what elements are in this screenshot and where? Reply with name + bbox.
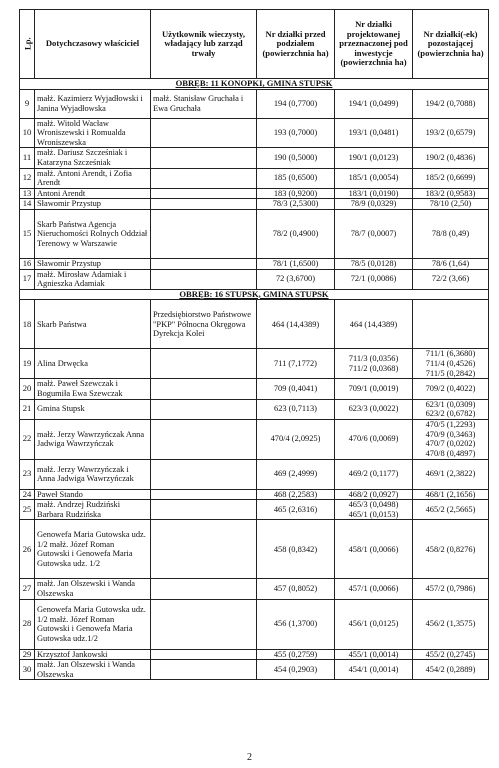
user-cell xyxy=(151,379,257,399)
owner-cell: małż. Jerzy Wawrzyńczak i Anna Jadwiga Wawrzyńczak xyxy=(35,459,151,489)
owner-cell: małż. Kazimierz Wyjadłowski i Janina Wyjadłowska xyxy=(35,89,151,118)
plot-investment-cell xyxy=(335,118,413,148)
plot-remaining-cell xyxy=(413,199,489,210)
plot-investment-value: 468/2 (0,0927) xyxy=(348,489,399,499)
user-cell xyxy=(151,520,257,579)
plot-investment-cell xyxy=(335,399,413,419)
plot-investment-value: 458/1 (0,0066) xyxy=(348,544,399,554)
row-number: 18 xyxy=(20,300,35,349)
plot-remaining-cell xyxy=(413,649,489,660)
plot-before-cell: 457 (0,8052) xyxy=(257,579,335,599)
header-plot-remaining: Nr działki(-ek) pozostającej (powierzchnia ha) xyxy=(413,10,489,79)
user-cell xyxy=(151,399,257,419)
table-row xyxy=(20,349,489,379)
row-number: 11 xyxy=(20,148,35,168)
plot-before-cell: 711 (7,1772) xyxy=(257,349,335,379)
section-header-row xyxy=(20,289,489,300)
plot-remaining-value: 623/1 (0,0309) xyxy=(425,399,476,409)
user-cell xyxy=(151,579,257,599)
row-number: 13 xyxy=(20,188,35,199)
plot-investment-cell xyxy=(335,660,413,680)
row-number: 29 xyxy=(20,649,35,660)
owner-cell: małż. Jan Olszewski i Wanda Olszewska xyxy=(35,579,151,599)
plot-before-cell: 78/2 (0,4900) xyxy=(257,209,335,258)
plot-investment-value: 455/1 (0,0014) xyxy=(348,649,399,659)
user-cell xyxy=(151,349,257,379)
user-cell xyxy=(151,188,257,199)
table-row xyxy=(20,660,489,680)
plot-investment-cell xyxy=(335,500,413,520)
plot-investment-cell xyxy=(335,520,413,579)
plot-investment-value: 711/2 (0,0368) xyxy=(348,363,399,373)
row-number: 9 xyxy=(20,89,35,118)
plot-investment-cell xyxy=(335,209,413,258)
plot-investment-cell xyxy=(335,489,413,500)
plot-remaining-cell xyxy=(413,579,489,599)
table-row xyxy=(20,209,489,258)
header-owner: Dotychczasowy właściciel xyxy=(35,10,151,79)
plot-before-cell: 190 (0,5000) xyxy=(257,148,335,168)
plot-before-cell: 78/3 (2,5300) xyxy=(257,199,335,210)
plot-remaining-value: 469/1 (2,3822) xyxy=(425,469,476,479)
user-cell xyxy=(151,419,257,459)
owner-cell: Sławomir Przystup xyxy=(35,199,151,210)
plot-before-cell: 468 (2,2583) xyxy=(257,489,335,500)
plot-before-cell: 185 (0,6500) xyxy=(257,168,335,188)
row-number: 25 xyxy=(20,500,35,520)
plot-investment-value: 470/6 (0,0069) xyxy=(348,434,399,444)
table-row xyxy=(20,579,489,599)
plot-remaining-cell xyxy=(413,209,489,258)
plot-remaining-value: 470/8 (0,4897) xyxy=(425,448,476,458)
header-plot-investment: Nr działki projektowanej przeznaczonej pod inwestycje (powierzchnia ha) xyxy=(335,10,413,79)
plot-remaining-cell xyxy=(413,459,489,489)
user-cell xyxy=(151,500,257,520)
table-row xyxy=(20,459,489,489)
plot-before-cell: 465 (2,6316) xyxy=(257,500,335,520)
user-cell xyxy=(151,459,257,489)
plot-investment-value: 456/1 (0,0125) xyxy=(348,619,399,629)
plot-remaining-cell xyxy=(413,379,489,399)
owner-cell: Skarb Państwa xyxy=(35,300,151,349)
plot-investment-value: 469/2 (0,1177) xyxy=(348,469,399,479)
plot-before-cell: 470/4 (2,0925) xyxy=(257,419,335,459)
plot-remaining-value: 623/2 (0,6782) xyxy=(425,409,476,419)
user-cell xyxy=(151,489,257,500)
table-row xyxy=(20,520,489,579)
plot-investment-value: 72/1 (0,0086) xyxy=(350,274,397,284)
plot-investment-value: 78/7 (0,0007) xyxy=(350,229,397,239)
plot-before-cell: 183 (0,9200) xyxy=(257,188,335,199)
owner-cell: Genowefa Maria Gutowska udz. 1/2 małż. Józef Roman Gutowski i Genowefa Maria Gutowska udz. 1/2 xyxy=(35,520,151,579)
row-number: 28 xyxy=(20,599,35,649)
plot-remaining-value: 468/1 (2,1656) xyxy=(425,489,476,499)
row-number: 20 xyxy=(20,379,35,399)
owner-cell: Sławomir Przystup xyxy=(35,258,151,269)
plot-remaining-value: 470/9 (0,3463) xyxy=(425,429,476,439)
owner-cell: małż. Witold Wacław Wroniszewski i Romualda Wroniszewska xyxy=(35,118,151,148)
plot-remaining-cell xyxy=(413,599,489,649)
table-row xyxy=(20,599,489,649)
table-row xyxy=(20,258,489,269)
plot-before-cell: 456 (1,3700) xyxy=(257,599,335,649)
plot-remaining-value: 470/5 (1,2293) xyxy=(425,420,476,429)
row-number: 23 xyxy=(20,459,35,489)
plot-before-cell: 458 (0,8342) xyxy=(257,520,335,579)
row-number: 24 xyxy=(20,489,35,500)
row-number: 14 xyxy=(20,199,35,210)
row-number: 17 xyxy=(20,269,35,289)
plot-investment-value: 185/1 (0,0054) xyxy=(348,173,399,183)
owner-cell: małż. Andrzej Rudziński Barbara Rudzińska xyxy=(35,500,151,520)
user-cell xyxy=(151,118,257,148)
table-row xyxy=(20,118,489,148)
plot-remaining-cell xyxy=(413,300,489,349)
plot-table xyxy=(19,9,489,680)
plot-remaining-value: 457/2 (0,7986) xyxy=(425,584,476,594)
table-row xyxy=(20,419,489,459)
user-cell xyxy=(151,199,257,210)
row-number: 21 xyxy=(20,399,35,419)
row-number: 16 xyxy=(20,258,35,269)
plot-remaining-cell xyxy=(413,118,489,148)
plot-remaining-cell xyxy=(413,269,489,289)
plot-investment-cell xyxy=(335,300,413,349)
plot-before-cell: 709 (0,4041) xyxy=(257,379,335,399)
plot-investment-value: 78/9 (0,0329) xyxy=(350,199,397,209)
table-row xyxy=(20,148,489,168)
table-row xyxy=(20,199,489,210)
plot-investment-value: 464 (14,4389) xyxy=(349,319,398,329)
plot-remaining-cell xyxy=(413,349,489,379)
plot-investment-cell xyxy=(335,349,413,379)
plot-remaining-cell xyxy=(413,660,489,680)
plot-investment-value: 709/1 (0,0019) xyxy=(348,384,399,394)
plot-remaining-cell xyxy=(413,489,489,500)
section-title: OBRĘB: 16 STUPSK, GMINA STUPSK xyxy=(20,289,489,300)
plot-remaining-cell xyxy=(413,168,489,188)
plot-remaining-value: 183/2 (0,9583) xyxy=(425,188,476,198)
plot-investment-value: 183/1 (0,0190) xyxy=(348,188,399,198)
owner-cell: małż. Jerzy Wawrzyńczak Anna Jadwiga Wawrzyńczak xyxy=(35,419,151,459)
owner-cell: małż. Jan Olszewski i Wanda Olszewska xyxy=(35,660,151,680)
row-number: 15 xyxy=(20,209,35,258)
user-cell xyxy=(151,148,257,168)
plot-remaining-value: 709/2 (0,4022) xyxy=(425,384,476,394)
table-row xyxy=(20,168,489,188)
plot-remaining-value: 458/2 (0,8276) xyxy=(425,544,476,554)
plot-before-cell: 193 (0,7000) xyxy=(257,118,335,148)
plot-before-cell: 454 (0,2903) xyxy=(257,660,335,680)
table-row xyxy=(20,489,489,500)
plot-investment-cell xyxy=(335,419,413,459)
user-cell: małż. Stanisław Gruchała i Ewa Gruchała xyxy=(151,89,257,118)
plot-remaining-value: 711/4 (0,4526) xyxy=(425,359,476,369)
plot-remaining-value: 194/2 (0,7088) xyxy=(425,98,476,108)
header-lp: Lp. xyxy=(20,10,35,79)
table-body xyxy=(20,79,489,680)
table-row xyxy=(20,399,489,419)
plot-investment-value: 457/1 (0,0066) xyxy=(348,584,399,594)
table-row xyxy=(20,89,489,118)
page-number: 2 xyxy=(247,752,252,763)
owner-cell: Gmina Stupsk xyxy=(35,399,151,419)
user-cell xyxy=(151,649,257,660)
plot-investment-cell xyxy=(335,258,413,269)
plot-remaining-value: 454/2 (0,2889) xyxy=(425,665,476,675)
owner-cell: Paweł Stando xyxy=(35,489,151,500)
row-number: 30 xyxy=(20,660,35,680)
plot-investment-cell xyxy=(335,269,413,289)
table-row xyxy=(20,269,489,289)
plot-investment-value: 78/5 (0,0128) xyxy=(350,258,397,268)
user-cell xyxy=(151,599,257,649)
user-cell xyxy=(151,168,257,188)
table-row xyxy=(20,188,489,199)
plot-remaining-value: 456/2 (1,3575) xyxy=(425,619,476,629)
plot-investment-cell xyxy=(335,89,413,118)
plot-remaining-cell xyxy=(413,258,489,269)
plot-before-cell: 469 (2,4999) xyxy=(257,459,335,489)
header-user: Użytkownik wieczysty, władający lub zarząd trwały xyxy=(151,10,257,79)
owner-cell: Krzysztof Jankowski xyxy=(35,649,151,660)
plot-investment-value: 465/3 (0,0498) xyxy=(348,500,399,510)
plot-investment-value: 711/3 (0,0356) xyxy=(348,354,399,364)
owner-cell: małż. Dariusz Szcześniak i Katarzyna Szcześniak xyxy=(35,148,151,168)
table-header-row xyxy=(20,10,489,79)
plot-investment-cell xyxy=(335,148,413,168)
header-plot-before: Nr działki przed podziałem (powierzchnia ha) xyxy=(257,10,335,79)
plot-remaining-value: 711/1 (6,3680) xyxy=(425,349,476,359)
plot-remaining-value: 78/8 (0,49) xyxy=(431,229,470,239)
plot-investment-cell xyxy=(335,188,413,199)
user-cell: Przedsiębiorstwo Państwowe "PKP" Północna Okręgowa Dyrekcja Kolei xyxy=(151,300,257,349)
row-number: 19 xyxy=(20,349,35,379)
plot-investment-value: 454/1 (0,0014) xyxy=(348,665,399,675)
plot-before-cell: 194 (0,7700) xyxy=(257,89,335,118)
plot-before-cell: 78/1 (1,6500) xyxy=(257,258,335,269)
row-number: 26 xyxy=(20,520,35,579)
plot-investment-cell xyxy=(335,379,413,399)
plot-investment-cell xyxy=(335,649,413,660)
plot-remaining-value: 470/7 (0,0202) xyxy=(425,439,476,449)
plot-investment-value: 193/1 (0,0481) xyxy=(348,128,399,138)
plot-investment-value: 194/1 (0,0499) xyxy=(348,98,399,108)
owner-cell: małż. Paweł Szewczak i Bogumiła Ewa Szewczak xyxy=(35,379,151,399)
plot-remaining-value: 78/6 (1,64) xyxy=(431,258,470,268)
plot-remaining-cell xyxy=(413,520,489,579)
table-row xyxy=(20,300,489,349)
table-row xyxy=(20,649,489,660)
plot-before-cell: 72 (3,6700) xyxy=(257,269,335,289)
plot-remaining-value: 72/2 (3,66) xyxy=(431,274,470,284)
owner-cell: Skarb Państwa Agencja Nieruchomości Rolnych Oddział Terenowy w Warszawie xyxy=(35,209,151,258)
owner-cell: Antoni Arendt xyxy=(35,188,151,199)
plot-remaining-cell xyxy=(413,148,489,168)
user-cell xyxy=(151,209,257,258)
plot-before-cell: 464 (14,4389) xyxy=(257,300,335,349)
section-header-row xyxy=(20,79,489,90)
plot-remaining-cell xyxy=(413,399,489,419)
plot-investment-value: 623/3 (0,0022) xyxy=(348,404,399,414)
plot-remaining-cell xyxy=(413,188,489,199)
plot-remaining-value: 465/2 (2,5665) xyxy=(425,505,476,515)
plot-investment-value: 190/1 (0,0123) xyxy=(348,153,399,163)
plot-remaining-cell xyxy=(413,419,489,459)
plot-investment-value: 465/1 (0,0153) xyxy=(348,509,399,519)
plot-before-cell: 623 (0,7113) xyxy=(257,399,335,419)
owner-cell: Alina Drwęcka xyxy=(35,349,151,379)
row-number: 27 xyxy=(20,579,35,599)
owner-cell: małż. Antoni Arendt, i Zofia Arendt xyxy=(35,168,151,188)
user-cell xyxy=(151,660,257,680)
plot-before-cell: 455 (0,2759) xyxy=(257,649,335,660)
user-cell xyxy=(151,258,257,269)
plot-remaining-value: 193/2 (0,6579) xyxy=(425,128,476,138)
table-row xyxy=(20,379,489,399)
section-title: OBRĘB: 11 KONOPKI, GMINA STUPSK xyxy=(20,79,489,90)
row-number: 22 xyxy=(20,419,35,459)
plot-investment-cell xyxy=(335,168,413,188)
plot-investment-cell xyxy=(335,199,413,210)
plot-remaining-value: 190/2 (0,4836) xyxy=(425,153,476,163)
plot-remaining-value: 455/2 (0,2745) xyxy=(425,649,476,659)
plot-investment-cell xyxy=(335,459,413,489)
plot-remaining-cell xyxy=(413,500,489,520)
row-number: 10 xyxy=(20,118,35,148)
plot-remaining-value: 711/5 (0,2842) xyxy=(425,368,476,378)
row-number: 12 xyxy=(20,168,35,188)
table-row xyxy=(20,500,489,520)
owner-cell: Genowefa Maria Gutowska udz. 1/2 małż. Józef Roman Gutowski i Genowefa Maria Gutowska udz.1/2 xyxy=(35,599,151,649)
user-cell xyxy=(151,269,257,289)
plot-remaining-value: 78/10 (2,50) xyxy=(429,199,472,209)
plot-investment-cell xyxy=(335,599,413,649)
plot-investment-cell xyxy=(335,579,413,599)
owner-cell: małż. Mirosław Adamiak i Agnieszka Adamiak xyxy=(35,269,151,289)
plot-remaining-cell xyxy=(413,89,489,118)
plot-remaining-value: 185/2 (0,6699) xyxy=(425,173,476,183)
